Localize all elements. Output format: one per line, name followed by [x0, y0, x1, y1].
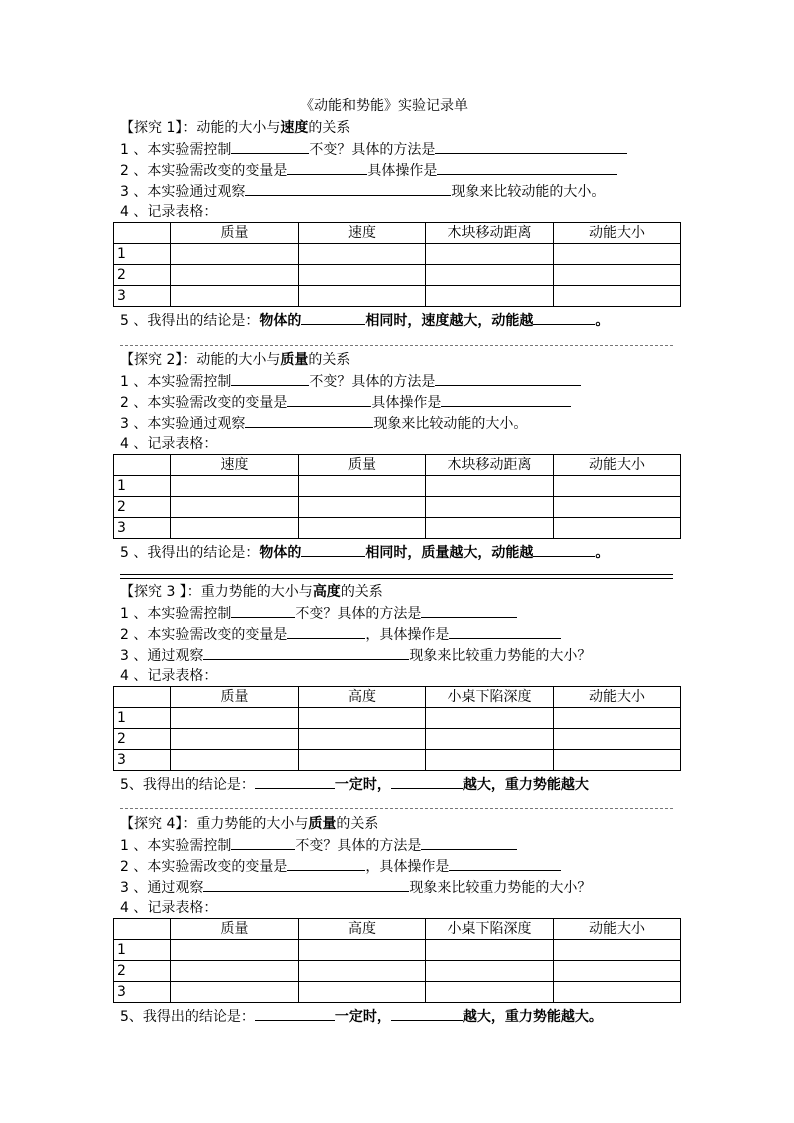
section-1-q3	[120, 181, 605, 202]
blank-field[interactable]	[421, 603, 517, 618]
table-cell[interactable]	[426, 497, 554, 518]
blank-field[interactable]	[391, 1006, 463, 1021]
table-row	[114, 265, 681, 286]
table-header: 质量	[299, 455, 426, 476]
table-cell[interactable]	[426, 518, 554, 539]
table-cell[interactable]	[554, 476, 681, 497]
section-2-q2	[120, 392, 571, 413]
row-number: 3	[114, 750, 171, 771]
q3-text-b: 现象来比较重力势能的大小？	[409, 648, 592, 664]
conclusion-text: 物体的	[259, 313, 302, 329]
table-header	[114, 223, 171, 244]
section-4-conclusion	[120, 1006, 603, 1027]
row-number: 1	[114, 244, 171, 265]
section-4-heading	[120, 814, 378, 834]
section-3-q2	[120, 624, 561, 645]
section-2-heading-prefix: 【探究 2】：动能的大小与	[120, 352, 281, 368]
conclusion-text: 物体的	[259, 545, 302, 561]
section-3-q4: 4 、记录表格：	[120, 668, 218, 684]
blank-field[interactable]	[435, 371, 581, 386]
section-2-heading-suffix: 的关系	[308, 352, 351, 368]
table-cell[interactable]	[171, 286, 299, 307]
table-header: 高度	[299, 687, 426, 708]
row-number: 1	[114, 476, 171, 497]
q3-text-b: 现象来比较动能的大小。	[373, 416, 528, 432]
table-header: 木块移动距离	[426, 223, 554, 244]
row-number: 2	[114, 265, 171, 286]
blank-field[interactable]	[287, 160, 367, 175]
table-cell[interactable]	[171, 961, 299, 982]
table-cell[interactable]	[554, 265, 681, 286]
conclusion-label: 5 、我得出的结论是：	[120, 313, 260, 329]
table-cell[interactable]	[171, 750, 299, 771]
blank-field[interactable]	[287, 624, 365, 639]
table-cell[interactable]	[299, 940, 426, 961]
blank-field[interactable]	[255, 1006, 335, 1021]
row-number: 3	[114, 982, 171, 1003]
row-number: 3	[114, 286, 171, 307]
record-table-4	[113, 918, 681, 1003]
table-cell[interactable]	[171, 476, 299, 497]
q3-text: 3 、本实验通过观察	[120, 184, 246, 200]
table-header	[114, 919, 171, 940]
table-cell[interactable]	[299, 265, 426, 286]
conclusion-end: 。	[595, 545, 610, 561]
table-cell[interactable]	[554, 940, 681, 961]
section-1-q1	[120, 139, 627, 160]
record-table-1	[113, 222, 681, 307]
conclusion-end: 。	[595, 313, 610, 329]
section-3-heading	[120, 582, 383, 602]
table-cell[interactable]	[299, 476, 426, 497]
q2-text-b: ，具体操作是	[365, 627, 450, 643]
table-cell[interactable]	[554, 961, 681, 982]
conclusion-text: 越大，重力势能越大	[462, 777, 589, 793]
q2-text-b: ，具体操作是	[365, 859, 450, 875]
table-cell[interactable]	[426, 286, 554, 307]
table-cell[interactable]	[554, 729, 681, 750]
table-cell[interactable]	[171, 265, 299, 286]
blank-field[interactable]	[231, 835, 295, 850]
table-row	[114, 244, 681, 265]
conclusion-text: 一定时，	[334, 777, 391, 793]
section-4-heading-prefix: 【探究 4】：重力势能的大小与	[120, 816, 309, 832]
table-row	[114, 708, 681, 729]
section-2-heading-keyword: 质量	[280, 352, 309, 368]
section-4-q4: 4 、记录表格：	[120, 900, 218, 916]
table-cell[interactable]	[171, 729, 299, 750]
record-table-3	[113, 686, 681, 771]
table-cell[interactable]	[426, 476, 554, 497]
table-header: 动能大小	[554, 687, 681, 708]
table-cell[interactable]	[554, 286, 681, 307]
blank-field[interactable]	[231, 139, 309, 154]
table-header: 木块移动距离	[426, 455, 554, 476]
section-1-heading-keyword: 速度	[280, 120, 309, 136]
section-3-heading-prefix: 【探究 3 】：重力势能的大小与	[120, 584, 313, 600]
blank-field[interactable]	[391, 774, 463, 789]
conclusion-label: 5、我得出的结论是：	[120, 777, 255, 793]
blank-field[interactable]	[301, 310, 365, 325]
q1-text-b: 不变？具体的方法是	[309, 142, 436, 158]
record-table-2	[113, 454, 681, 539]
table-cell[interactable]	[426, 244, 554, 265]
conclusion-label: 5 、我得出的结论是：	[120, 545, 260, 561]
q2-text-b: 具体操作是	[367, 163, 438, 179]
blank-field[interactable]	[421, 835, 517, 850]
section-divider	[120, 345, 673, 346]
blank-field[interactable]	[435, 139, 627, 154]
q3-text-b: 现象来比较重力势能的大小？	[409, 880, 592, 896]
table-cell[interactable]	[554, 750, 681, 771]
q2-text: 2 、本实验需改变的变量是	[120, 395, 288, 411]
table-cell[interactable]	[171, 982, 299, 1003]
table-cell[interactable]	[554, 982, 681, 1003]
table-row	[114, 729, 681, 750]
section-3-q1	[120, 603, 517, 624]
table-header: 质量	[171, 687, 299, 708]
row-number: 3	[114, 518, 171, 539]
section-2-heading	[120, 350, 350, 370]
table-cell[interactable]	[426, 961, 554, 982]
table-cell[interactable]	[554, 244, 681, 265]
section-3-heading-keyword: 高度	[312, 584, 341, 600]
table-cell[interactable]	[554, 518, 681, 539]
blank-field[interactable]	[203, 877, 409, 892]
q1-text: 1 、本实验需控制	[120, 374, 232, 390]
section-4-heading-keyword: 质量	[308, 816, 337, 832]
q1-text-b: 不变？具体的方法是	[295, 838, 422, 854]
table-cell[interactable]	[171, 708, 299, 729]
table-header: 小桌下陷深度	[426, 687, 554, 708]
table-cell[interactable]	[299, 729, 426, 750]
table-cell[interactable]	[426, 729, 554, 750]
table-cell[interactable]	[299, 518, 426, 539]
blank-field[interactable]	[203, 645, 409, 660]
q1-text: 1 、本实验需控制	[120, 142, 232, 158]
q1-text-b: 不变？具体的方法是	[309, 374, 436, 390]
section-3-conclusion	[120, 774, 589, 795]
table-row	[114, 982, 681, 1003]
section-2-q1	[120, 371, 581, 392]
blank-field[interactable]	[287, 856, 365, 871]
table-row	[114, 518, 681, 539]
section-1-heading	[120, 118, 350, 138]
table-cell[interactable]	[299, 244, 426, 265]
table-header	[114, 687, 171, 708]
blank-field[interactable]	[449, 856, 561, 871]
section-1-heading-prefix: 【探究 1】：动能的大小与	[120, 120, 281, 136]
q2-text-b: 具体操作是	[371, 395, 442, 411]
table-header-row	[114, 455, 681, 476]
section-2-q4: 4 、记录表格：	[120, 436, 218, 452]
section-4-q3	[120, 877, 591, 898]
conclusion-text: 相同时，质量越大，动能越	[365, 545, 534, 561]
table-header: 动能大小	[554, 455, 681, 476]
blank-field[interactable]	[441, 392, 571, 407]
table-cell[interactable]	[299, 708, 426, 729]
table-row	[114, 476, 681, 497]
q3-text: 3 、本实验通过观察	[120, 416, 246, 432]
q1-text: 1 、本实验需控制	[120, 838, 232, 854]
table-header-row	[114, 687, 681, 708]
row-number: 1	[114, 940, 171, 961]
blank-field[interactable]	[255, 774, 335, 789]
row-number: 1	[114, 708, 171, 729]
table-header: 高度	[299, 919, 426, 940]
section-divider-double	[120, 574, 673, 579]
section-1-heading-suffix: 的关系	[308, 120, 351, 136]
table-row	[114, 497, 681, 518]
conclusion-label: 5、我得出的结论是：	[120, 1009, 255, 1025]
table-header: 速度	[171, 455, 299, 476]
table-cell[interactable]	[299, 961, 426, 982]
table-header: 速度	[299, 223, 426, 244]
table-header-row	[114, 919, 681, 940]
q2-text: 2 、本实验需改变的变量是	[120, 859, 288, 875]
blank-field[interactable]	[301, 542, 365, 557]
blank-field[interactable]	[437, 160, 617, 175]
q2-text: 2 、本实验需改变的变量是	[120, 163, 288, 179]
section-divider	[120, 808, 673, 809]
section-3-heading-suffix: 的关系	[340, 584, 383, 600]
table-header: 质量	[171, 919, 299, 940]
table-header: 小桌下陷深度	[426, 919, 554, 940]
table-cell[interactable]	[299, 497, 426, 518]
blank-field[interactable]	[533, 542, 595, 557]
q2-text: 2 、本实验需改变的变量是	[120, 627, 288, 643]
q3-text: 3 、通过观察	[120, 880, 204, 896]
table-cell[interactable]	[426, 265, 554, 286]
page-title: 《动能和势能》实验记录单	[300, 98, 468, 114]
table-cell[interactable]	[554, 708, 681, 729]
table-row	[114, 940, 681, 961]
section-2-q3	[120, 413, 527, 434]
blank-field[interactable]	[245, 181, 451, 196]
section-4-q2	[120, 856, 561, 877]
table-header	[114, 455, 171, 476]
row-number: 2	[114, 961, 171, 982]
section-1-conclusion	[120, 310, 609, 331]
table-row	[114, 750, 681, 771]
section-1-q4: 4 、记录表格：	[120, 204, 218, 220]
section-1-q2	[120, 160, 617, 181]
table-cell[interactable]	[171, 940, 299, 961]
blank-field[interactable]	[287, 392, 371, 407]
table-cell[interactable]	[554, 497, 681, 518]
table-cell[interactable]	[426, 982, 554, 1003]
table-header: 质量	[171, 223, 299, 244]
table-cell[interactable]	[171, 244, 299, 265]
conclusion-text: 相同时，速度越大，动能越	[365, 313, 534, 329]
blank-field[interactable]	[231, 603, 295, 618]
section-2-conclusion	[120, 542, 609, 563]
table-cell[interactable]	[426, 708, 554, 729]
table-cell[interactable]	[426, 750, 554, 771]
q1-text-b: 不变？具体的方法是	[295, 606, 422, 622]
conclusion-text: 越大，重力势能越大。	[462, 1009, 603, 1025]
q1-text: 1 、本实验需控制	[120, 606, 232, 622]
blank-field[interactable]	[245, 413, 373, 428]
table-header: 动能大小	[554, 919, 681, 940]
row-number: 2	[114, 497, 171, 518]
table-cell[interactable]	[171, 518, 299, 539]
section-4-heading-suffix: 的关系	[336, 816, 379, 832]
table-row	[114, 961, 681, 982]
table-header: 动能大小	[554, 223, 681, 244]
section-4-q1	[120, 835, 517, 856]
table-cell[interactable]	[171, 497, 299, 518]
table-cell[interactable]	[299, 982, 426, 1003]
table-header-row	[114, 223, 681, 244]
blank-field[interactable]	[533, 310, 595, 325]
blank-field[interactable]	[449, 624, 561, 639]
blank-field[interactable]	[231, 371, 309, 386]
row-number: 2	[114, 729, 171, 750]
section-3-q3	[120, 645, 591, 666]
q3-text-b: 现象来比较动能的大小。	[451, 184, 606, 200]
table-cell[interactable]	[299, 750, 426, 771]
table-cell[interactable]	[299, 286, 426, 307]
table-cell[interactable]	[426, 940, 554, 961]
conclusion-text: 一定时，	[334, 1009, 391, 1025]
table-row	[114, 286, 681, 307]
q3-text: 3 、通过观察	[120, 648, 204, 664]
